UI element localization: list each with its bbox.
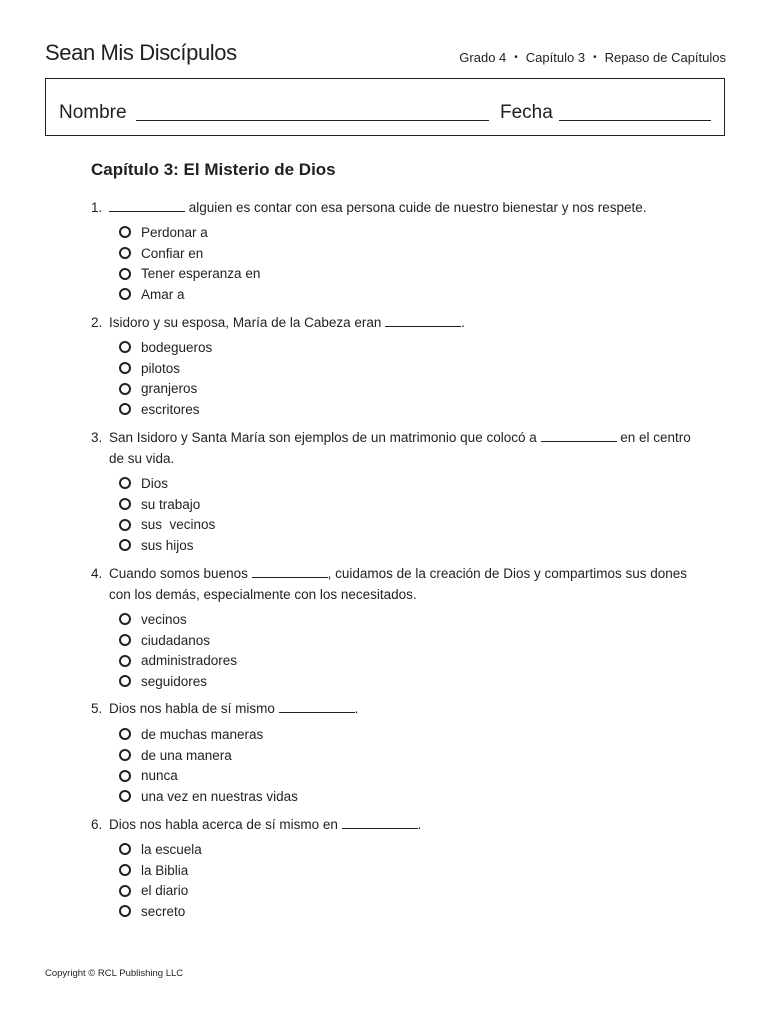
option-label: escritores <box>141 401 200 417</box>
question-text-post: . <box>354 701 359 716</box>
answer-blank[interactable] <box>279 701 355 713</box>
radio-circle-icon[interactable] <box>119 728 131 740</box>
question-text-post: alguien es contar con esa persona cuide de nuestro bienestar y nos respete. <box>185 200 647 215</box>
option-label: Dios <box>141 475 169 491</box>
option-item[interactable] <box>119 786 298 807</box>
question-text <box>109 427 691 469</box>
option-item[interactable] <box>119 378 212 399</box>
radio-circle-icon[interactable] <box>119 613 131 625</box>
option-label: administradores <box>141 653 238 669</box>
question-text <box>109 197 691 218</box>
option-item[interactable] <box>119 765 298 786</box>
options-list <box>119 473 215 556</box>
name-date-box <box>45 78 725 136</box>
radio-circle-icon[interactable] <box>119 288 131 300</box>
option-item[interactable] <box>119 222 260 243</box>
question-number: 6. <box>91 817 103 832</box>
option-label: Confiar en <box>141 245 204 261</box>
radio-circle-icon[interactable] <box>119 226 131 238</box>
question-5 <box>91 698 691 719</box>
question-text-post: , cuidamos de la creación de Dios y compartimos sus dones con los demás, especialmente con los necesitados. <box>109 566 688 602</box>
question-text-pre: San Isidoro y Santa María son ejemplos de un matrimonio que colocó a <box>109 430 541 445</box>
option-item[interactable] <box>119 724 298 745</box>
answer-blank[interactable] <box>252 566 328 578</box>
option-item[interactable] <box>119 650 237 671</box>
radio-circle-icon[interactable] <box>119 790 131 802</box>
option-item[interactable] <box>119 284 260 305</box>
options-list <box>119 724 298 807</box>
question-text-pre: Dios nos habla acerca de sí mismo en <box>109 817 342 832</box>
option-item[interactable] <box>119 839 202 860</box>
option-label: la Biblia <box>141 862 189 878</box>
option-label: ciudadanos <box>141 632 211 648</box>
question-number: 1. <box>91 200 103 215</box>
question-4 <box>91 563 691 605</box>
option-label: su trabajo <box>141 496 201 512</box>
option-label: de una manera <box>141 747 232 763</box>
option-label: de muchas maneras <box>141 726 264 742</box>
option-label: Tener esperanza en <box>141 266 261 282</box>
question-1 <box>91 197 691 218</box>
radio-circle-icon[interactable] <box>119 268 131 280</box>
name-label: Nombre <box>59 102 127 123</box>
radio-circle-icon[interactable] <box>119 341 131 353</box>
option-label: sus hijos <box>141 537 194 553</box>
options-list <box>119 609 237 692</box>
question-number: 5. <box>91 701 103 716</box>
question-6 <box>91 814 691 835</box>
option-item[interactable] <box>119 473 215 494</box>
option-item[interactable] <box>119 514 215 535</box>
radio-circle-icon[interactable] <box>119 539 131 551</box>
chapter-title: Capítulo 3: El Misterio de Dios <box>91 160 336 179</box>
option-item[interactable] <box>119 535 215 556</box>
option-item[interactable] <box>119 630 237 651</box>
option-item[interactable] <box>119 399 212 420</box>
date-label: Fecha <box>500 102 553 123</box>
option-item[interactable] <box>119 901 202 922</box>
separator-dot: • <box>593 52 597 63</box>
question-text <box>109 312 691 333</box>
question-number: 3. <box>91 430 103 445</box>
radio-circle-icon[interactable] <box>119 770 131 782</box>
option-item[interactable] <box>119 243 260 264</box>
option-item[interactable] <box>119 494 215 515</box>
option-label: secreto <box>141 903 186 919</box>
question-text-post: . <box>461 315 465 330</box>
question-number: 4. <box>91 566 103 581</box>
question-text-post: . <box>417 817 422 832</box>
answer-blank[interactable] <box>385 315 461 327</box>
radio-circle-icon[interactable] <box>119 843 131 855</box>
grade-label: Grado 4 <box>459 50 507 65</box>
radio-circle-icon[interactable] <box>119 864 131 876</box>
option-item[interactable] <box>119 358 212 379</box>
option-item[interactable] <box>119 263 260 284</box>
question-number: 2. <box>91 315 103 330</box>
radio-circle-icon[interactable] <box>119 519 131 531</box>
question-text <box>109 563 691 605</box>
question-text-pre: Dios nos habla de sí mismo <box>109 701 279 716</box>
option-label: la escuela <box>141 841 202 857</box>
option-label: una vez en nuestras vidas <box>141 788 298 804</box>
options-list <box>119 337 212 420</box>
option-label: el diario <box>141 883 189 899</box>
option-item[interactable] <box>119 609 237 630</box>
question-2 <box>91 312 691 333</box>
header-meta <box>459 50 726 65</box>
option-label: seguidores <box>141 673 208 689</box>
option-item[interactable] <box>119 671 237 692</box>
question-3 <box>91 427 691 469</box>
answer-blank[interactable] <box>541 430 617 442</box>
question-text <box>109 814 691 835</box>
radio-circle-icon[interactable] <box>119 749 131 761</box>
section-label: Repaso de Capítulos <box>604 50 726 65</box>
option-label: bodegueros <box>141 339 213 355</box>
radio-circle-icon[interactable] <box>119 362 131 374</box>
option-item[interactable] <box>119 745 298 766</box>
radio-circle-icon[interactable] <box>119 905 131 917</box>
question-text <box>109 698 691 719</box>
option-label: nunca <box>141 768 178 784</box>
question-text-pre: Isidoro y su esposa, María de la Cabeza eran <box>109 315 386 330</box>
radio-circle-icon[interactable] <box>119 247 131 259</box>
option-item[interactable] <box>119 880 202 901</box>
radio-circle-icon[interactable] <box>119 498 131 510</box>
radio-circle-icon[interactable] <box>119 477 131 489</box>
answer-blank[interactable] <box>342 817 418 829</box>
chapter-label: Capítulo 3 <box>525 50 586 65</box>
copyright: Copyright © RCL Publishing LLC <box>45 968 184 979</box>
options-list <box>119 222 260 305</box>
separator-dot: • <box>514 52 518 63</box>
option-item[interactable] <box>119 860 202 881</box>
option-item[interactable] <box>119 337 212 358</box>
answer-blank[interactable] <box>109 200 185 212</box>
radio-circle-icon[interactable] <box>119 634 131 646</box>
radio-circle-icon[interactable] <box>119 403 131 415</box>
radio-circle-icon[interactable] <box>119 675 131 687</box>
date-field[interactable] <box>559 120 711 121</box>
question-text-post: en el centro de su vida. <box>109 430 691 466</box>
option-label: Perdonar a <box>141 224 208 240</box>
brand-title: Sean Mis Discípulos <box>45 40 237 65</box>
options-list <box>119 839 202 922</box>
name-field[interactable] <box>136 120 489 121</box>
option-label: pilotos <box>141 360 181 376</box>
radio-circle-icon[interactable] <box>119 383 131 395</box>
radio-circle-icon[interactable] <box>119 655 131 667</box>
radio-circle-icon[interactable] <box>119 885 131 897</box>
option-label: granjeros <box>141 381 198 397</box>
option-label: sus vecinos <box>141 517 216 533</box>
option-label: Amar a <box>141 286 185 302</box>
option-label: vecinos <box>141 611 187 627</box>
question-text-pre: Cuando somos buenos <box>109 566 252 581</box>
